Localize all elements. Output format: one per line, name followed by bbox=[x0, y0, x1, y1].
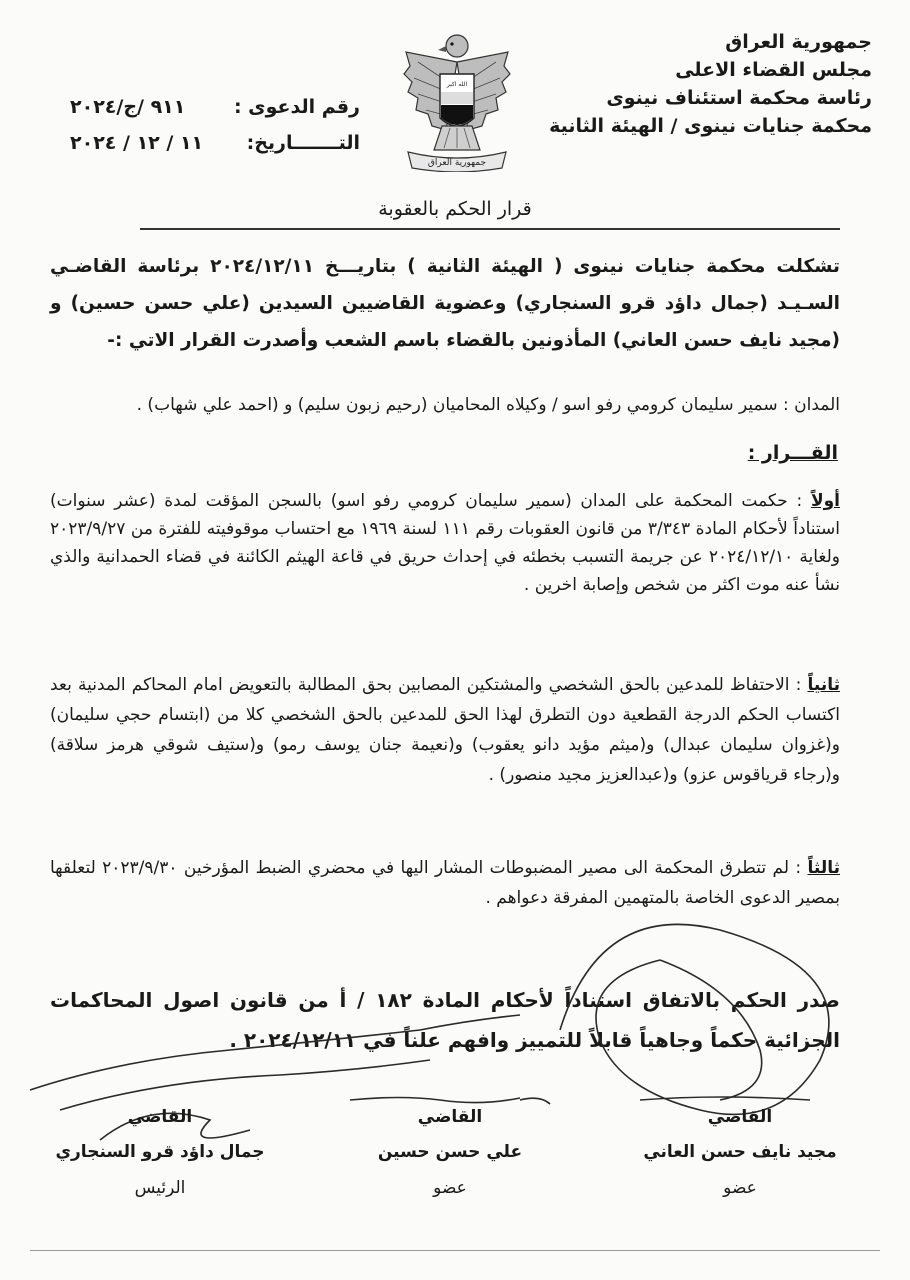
title-divider bbox=[140, 228, 840, 230]
item-label-first: أولاً bbox=[810, 491, 841, 511]
signature-block-member-judge-1 bbox=[330, 1100, 570, 1206]
bottom-divider bbox=[30, 1250, 880, 1251]
case-info bbox=[70, 96, 360, 168]
signature-role: الرئيس bbox=[134, 1178, 186, 1198]
signature-name: مجيد نايف حسن العاني bbox=[643, 1142, 837, 1162]
verdict-statement: صدر الحكم بالاتفاق استناداً لأحكام المادة ١٨٢ / أ من قانون اصول المحاكمات الجزائية حكماً وجاهياً قابلاً للتمييز وافهم علناً في ٢٠٢٤/١٢/١١ . bbox=[50, 988, 840, 1052]
case-number-value: ٩١١ /ج/٢٠٢٤ bbox=[70, 96, 186, 118]
item-text-third: : لم تتطرق المحكمة الى مصير المضبوطات المشار اليها في محضري الضبط المؤرخين ٢٠٢٣/٩/٣٠ لتعلقها بمصير الدعوى الخاصة بالمتهمين المفرقة دعواهم . bbox=[50, 858, 840, 908]
emblem-motto: الله اكبر bbox=[446, 81, 468, 88]
item-text-first: : حكمت المحكمة على المدان (سمير سليمان كرومي رفو اسو) بالسجن المؤقت لمدة (عشر سنوات) استناداً لأحكام المادة ٣/٣٤٣ من قانون العقوبات رقم ١١١ لسنة ١٩٦٩ مع احتساب موقوفيته للفترة من ٢٠٢٣/٩/٢٧ ولغاية ٢٠٢٤/١٢/١٠ عن جريمة التسبب بخطئه في إحداث حريق في قاعة الهيثم الكائنة في قضاء الحمدانية والذي نشأ عنه موت اكثر من شخص وإصابة اخرين . bbox=[50, 491, 840, 595]
decision-item-second bbox=[50, 670, 840, 790]
header-presidency: رئاسة محكمة استئناف نينوى bbox=[606, 87, 872, 109]
signature-role: عضو bbox=[723, 1178, 757, 1198]
header-court: محكمة جنايات نينوى / الهيئة الثانية bbox=[549, 115, 872, 137]
case-date-value: ١١ / ١٢ / ٢٠٢٤ bbox=[70, 132, 204, 154]
decision-item-first bbox=[50, 487, 840, 599]
signature-title: القاضي bbox=[417, 1107, 483, 1127]
document-title: قرار الحكم بالعقوبة bbox=[378, 198, 532, 220]
case-number-label: رقم الدعوى : bbox=[233, 96, 360, 118]
convicted-party-line: المدان : سمير سليمان كرومي رفو اسو / وكيلاه المحاميان (رحيم زبون سليم) و (احمد علي شهاب) . bbox=[136, 395, 840, 415]
header-council: مجلس القضاء الاعلى bbox=[675, 59, 872, 81]
signature-name: علي حسن حسين bbox=[377, 1142, 523, 1162]
item-label-second: ثانياً bbox=[807, 675, 841, 695]
decision-heading: القـــرار : bbox=[747, 442, 838, 464]
case-date-label: التـــــــاريخ: bbox=[246, 132, 360, 154]
signature-name: جمال داؤد قرو السنجاري bbox=[55, 1142, 265, 1162]
signature-block-presiding-judge bbox=[40, 1100, 280, 1206]
court-formation-paragraph: تشكلت محكمة جنايات نينوى ( الهيئة الثانية ) بتاريـــخ ٢٠٢٤/١٢/١١ برئاسة القاضـي السـيـد (جمال داؤد قرو السنجاري) وعضوية القاضيين السيدين (علي حسن حسين) و (مجيد نايف حسن العاني) المأذونين بالقضاء باسم الشعب وأصدرت القرار الاتي :- bbox=[50, 256, 840, 351]
signature-role: عضو bbox=[433, 1178, 467, 1198]
item-text-second: : الاحتفاظ للمدعين بالحق الشخصي والمشتكين المصابين بحق المطالبة بالتعويض امام المحاكم المدنية بعد اكتساب الحكم الدرجة القطعية دون التطرق لهذا الحق للمدعين بالحق الشخصي كلا من (ابتسام حجي سليمان) و(غزوان سليمان عبدال) و(ميثم مؤيد دانو يعقوب) و(نعيمة جنان يوسف رمو) و(ستيف شوقي هرمز سلاقة) و(رجاء قرياقوس عزو) و(عبدالعزيز مجيد منصور) . bbox=[50, 675, 840, 785]
signature-title: القاضي bbox=[707, 1107, 773, 1127]
issuing-authority-header bbox=[549, 28, 872, 140]
decision-item-third bbox=[50, 853, 840, 913]
emblem-banner-text: جمهورية العراق bbox=[427, 158, 487, 168]
signature-block-member-judge-2 bbox=[620, 1100, 860, 1206]
item-label-third: ثالثاً bbox=[807, 858, 840, 878]
iraq-coat-of-arms-icon bbox=[398, 22, 516, 172]
header-country: جمهورية العراق bbox=[725, 31, 872, 53]
signature-title: القاضي bbox=[127, 1107, 193, 1127]
